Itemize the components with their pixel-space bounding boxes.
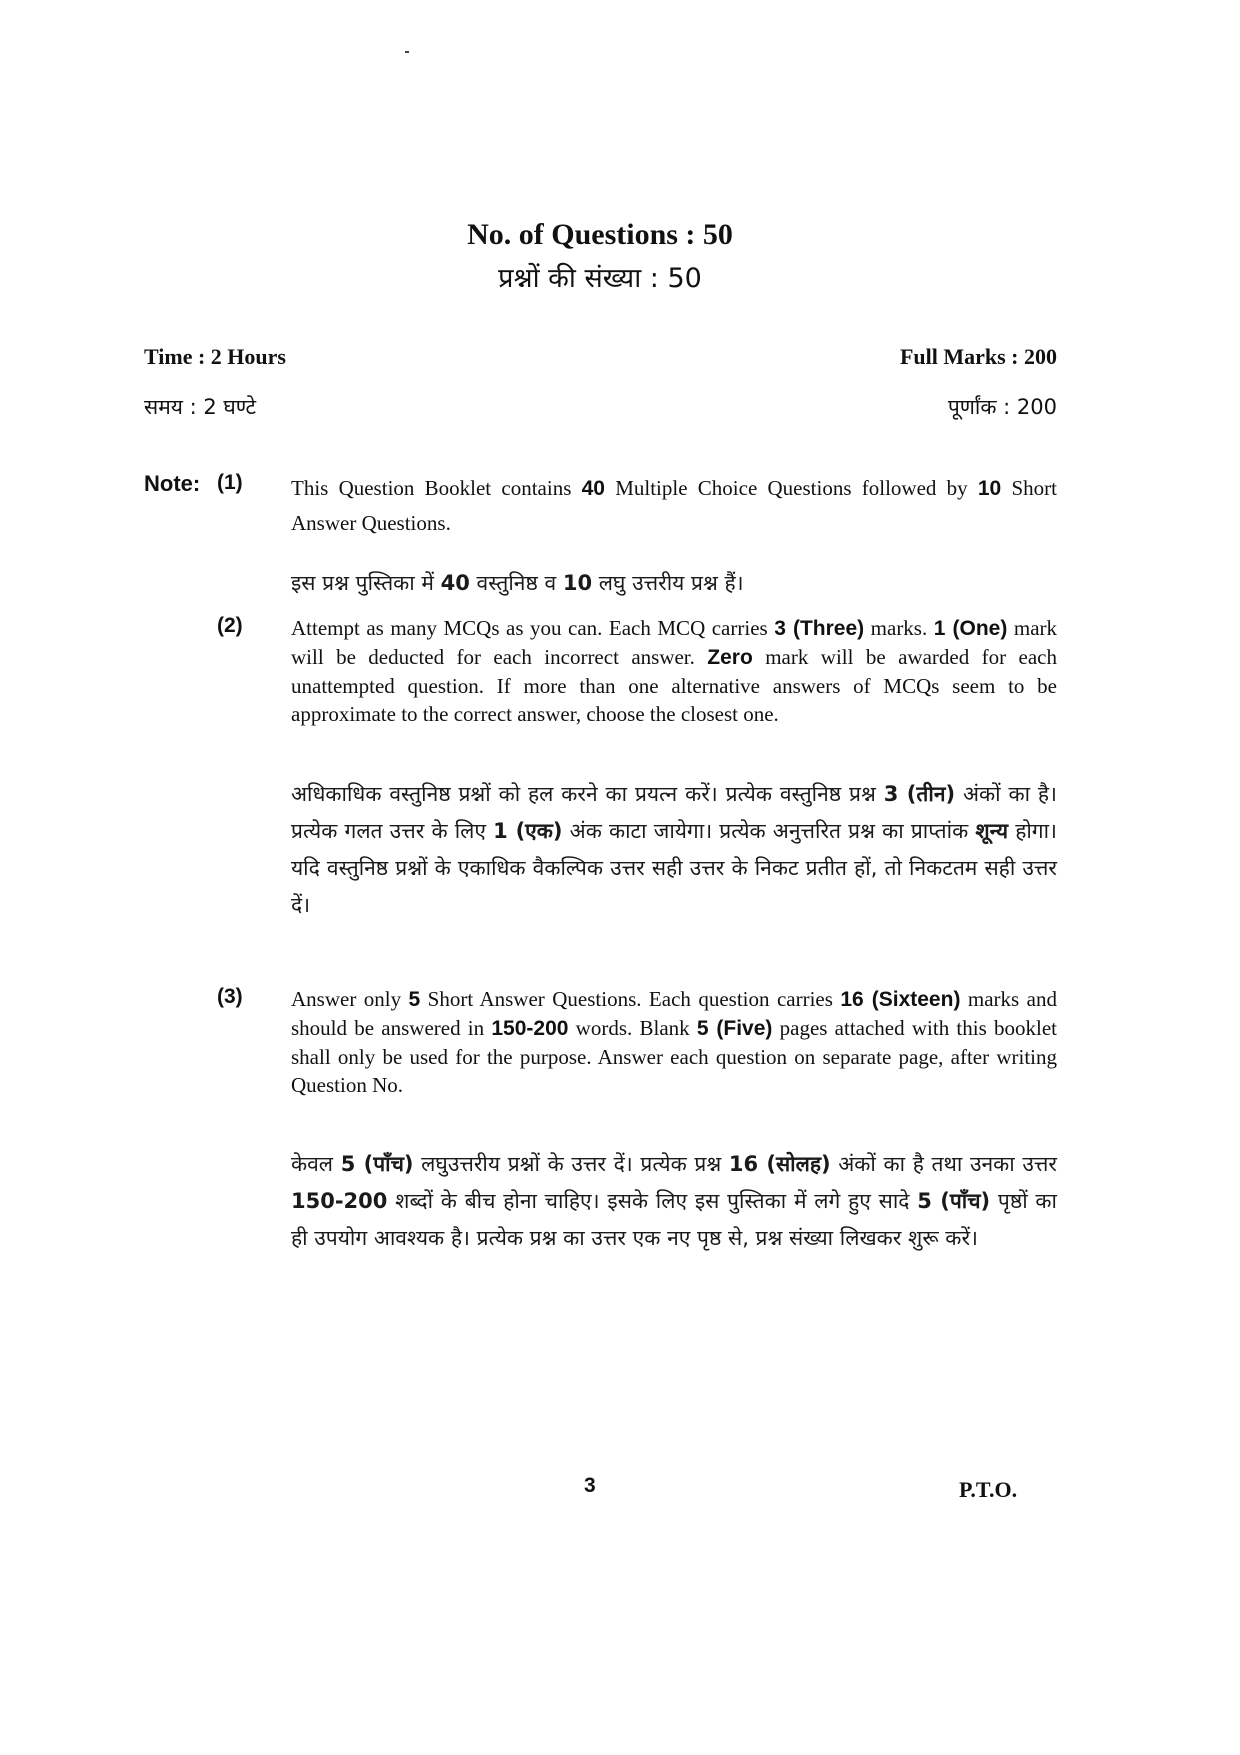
time-hindi: समय : 2 घण्टे — [144, 395, 257, 419]
note-number-1: (1) — [217, 471, 243, 494]
note-3-english: Answer only 5 Short Answer Questions. Each question carries 16 (Sixteen) marks and should be answered in 150-200 words. Blank 5 (Five) pages attached with this booklet shall only be used for the purpose. Answer each question on separate page, after writing Question No. — [291, 987, 1057, 1097]
time-english: Time : 2 Hours — [144, 344, 286, 369]
scan-speck — [405, 51, 409, 53]
pto-label: P.T.O. — [959, 1477, 1018, 1502]
note-1-hindi: इस प्रश्न पुस्तिका में 40 वस्तुनिष्ठ व 10 लघु उत्तरीय प्रश्न हैं। — [291, 571, 744, 595]
full-marks-hindi: पूर्णांक : 200 — [947, 395, 1057, 419]
note-3-hindi: केवल 5 (पाँच) लघुउत्तरीय प्रश्नों के उत्तर दें। प्रत्येक प्रश्न 16 (सोलह) अंकों का है तथा उनका उत्तर 150-200 शब्दों के बीच होना चाहिए। इसके लिए इस पुस्तिका में लगे हुए सादे 5 (पाँच) पृष्ठों का ही उपयोग आवश्यक है। प्रत्येक प्रश्न का उत्तर एक नए पृष्ठ से, प्रश्न संख्या लिखकर शुरू करें। — [291, 1152, 1057, 1250]
full-marks-english: Full Marks : 200 — [899, 344, 1057, 369]
title-english: No. of Questions : 50 — [467, 218, 733, 251]
note-1-english: This Question Booklet contains 40 Multiple Choice Questions followed by 10 Short Answer Questions. — [291, 476, 1057, 535]
note-number-2: (2) — [217, 614, 243, 637]
meta-row-hindi — [144, 393, 1057, 421]
title-block — [0, 218, 1200, 295]
note-label: Note: — [144, 471, 201, 496]
page-number: 3 — [584, 1474, 596, 1497]
note-2-hindi: अधिकाधिक वस्तुनिष्ठ प्रश्नों को हल करने का प्रयत्न करें। प्रत्येक वस्तुनिष्ठ प्रश्न 3 (तीन) अंकों का है। प्रत्येक गलत उत्तर के लिए 1 (एक) अंक काटा जायेगा। प्रत्येक अनुत्तरित प्रश्न का प्राप्तांक शून्य होगा। यदि वस्तुनिष्ठ प्रश्नों के एकाधिक वैकल्पिक उत्तर सही उत्तर के निकट प्रतीत हों, तो निकटतम सही उत्तर दें। — [291, 782, 1058, 917]
title-hindi: प्रश्नों की संख्या : 50 — [498, 263, 702, 294]
note-number-3: (3) — [217, 985, 243, 1008]
meta-row-english — [144, 344, 1057, 370]
note-2-english: Attempt as many MCQs as you can. Each MCQ carries 3 (Three) marks. 1 (One) mark will be deducted for each incorrect answer. Zero mark will be awarded for each unattempted question. If more than one alternative answers of MCQs seem to be approximate to the correct answer, choose the closest one. — [291, 616, 1058, 726]
